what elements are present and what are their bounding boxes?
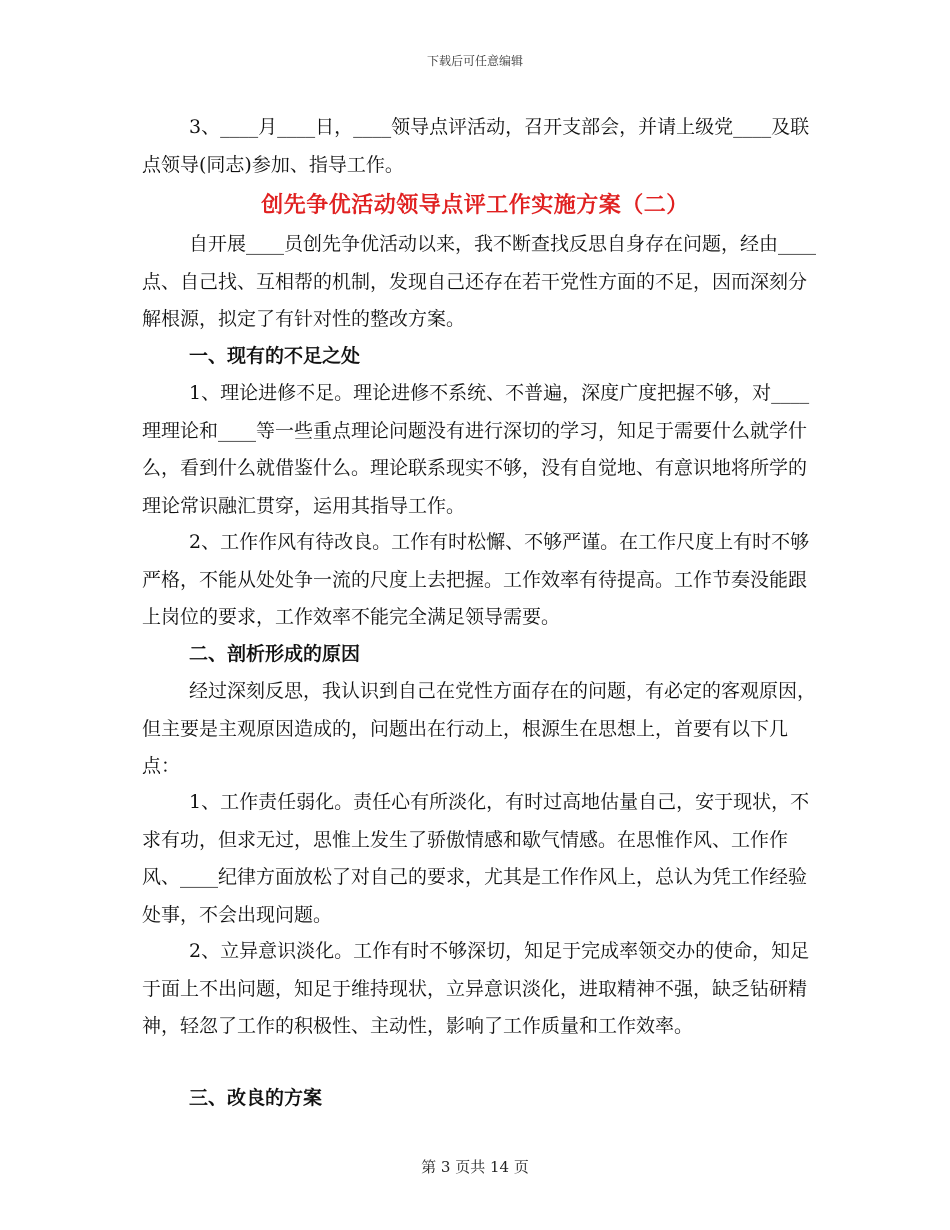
- section-heading-2: 二、剖析形成的原因: [189, 643, 361, 665]
- page-header: 下载后可任意编辑: [426, 54, 523, 68]
- paragraph-theory: 1、理论进修不足。理论进修不系统、不普遍，深度广度把握不够，对____理理论和____等一些重点理论问题没有进行深切的学习，知足于需要什么就学什么，看到什么就借鉴什么。理论联系现实不够，没有自觉地、有意识地将所学的理论常识融汇贯穿，运用其指导工作。: [142, 382, 810, 517]
- opening-paragraph: 自开展____员创先争优活动以来，我不断查找反思自身存在问题，经由____点、自己找、互相帮的机制，发现自己还存在若干党性方面的不足，因而深刻分解根源，拟定了有针对性的整改方案。: [142, 233, 817, 330]
- paragraph-work-style: 2、工作作风有待改良。工作有时松懈、不够严谨。在工作尺度上有时不够严格，不能从处处争一流的尺度上去把握。工作效率有待提高。工作节奏没能跟上岗位的要求，工作效率不能完全满足领导需要。: [142, 531, 810, 628]
- paragraph-reflection: 经过深刻反思，我认识到自己在党性方面存在的问题，有必定的客观原因，但主要是主观原因造成的，问题出在行动上，根源生在思想上，首要有以下几点：: [142, 680, 817, 777]
- paragraph-responsibility: 1、工作责任弱化。责任心有所淡化，有时过高地估量自己，安于现状，不求有功，但求无过，思惟上发生了骄傲情感和歇气情感。在思惟作风、工作作风、____纪律方面放松了对自己的要求，尤其是工作作风上，总认为凭工作经验处事，不会出现问题。: [142, 791, 810, 926]
- section-heading-1: 一、现有的不足之处: [189, 345, 361, 367]
- document-title: 创先争优活动领导点评工作实施方案（二）: [261, 192, 689, 218]
- paragraph-innovation: 2、立异意识淡化。工作有时不够深切，知足于完成率领交办的使命，知足于面上不出问题，知足于维持现状，立异意识淡化，进取精神不强，缺乏钻研精神，轻忽了工作的积极性、主动性，影响了工作质量和工作效率。: [142, 940, 810, 1037]
- intro-paragraph: 3、____月____日，____领导点评活动，召开支部会，并请上级党____及联点领导(同志)参加、指导工作。: [142, 116, 810, 176]
- page-footer: 第 3 页共 14 页: [421, 1158, 529, 1176]
- section-heading-3: 三、改良的方案: [189, 1087, 323, 1109]
